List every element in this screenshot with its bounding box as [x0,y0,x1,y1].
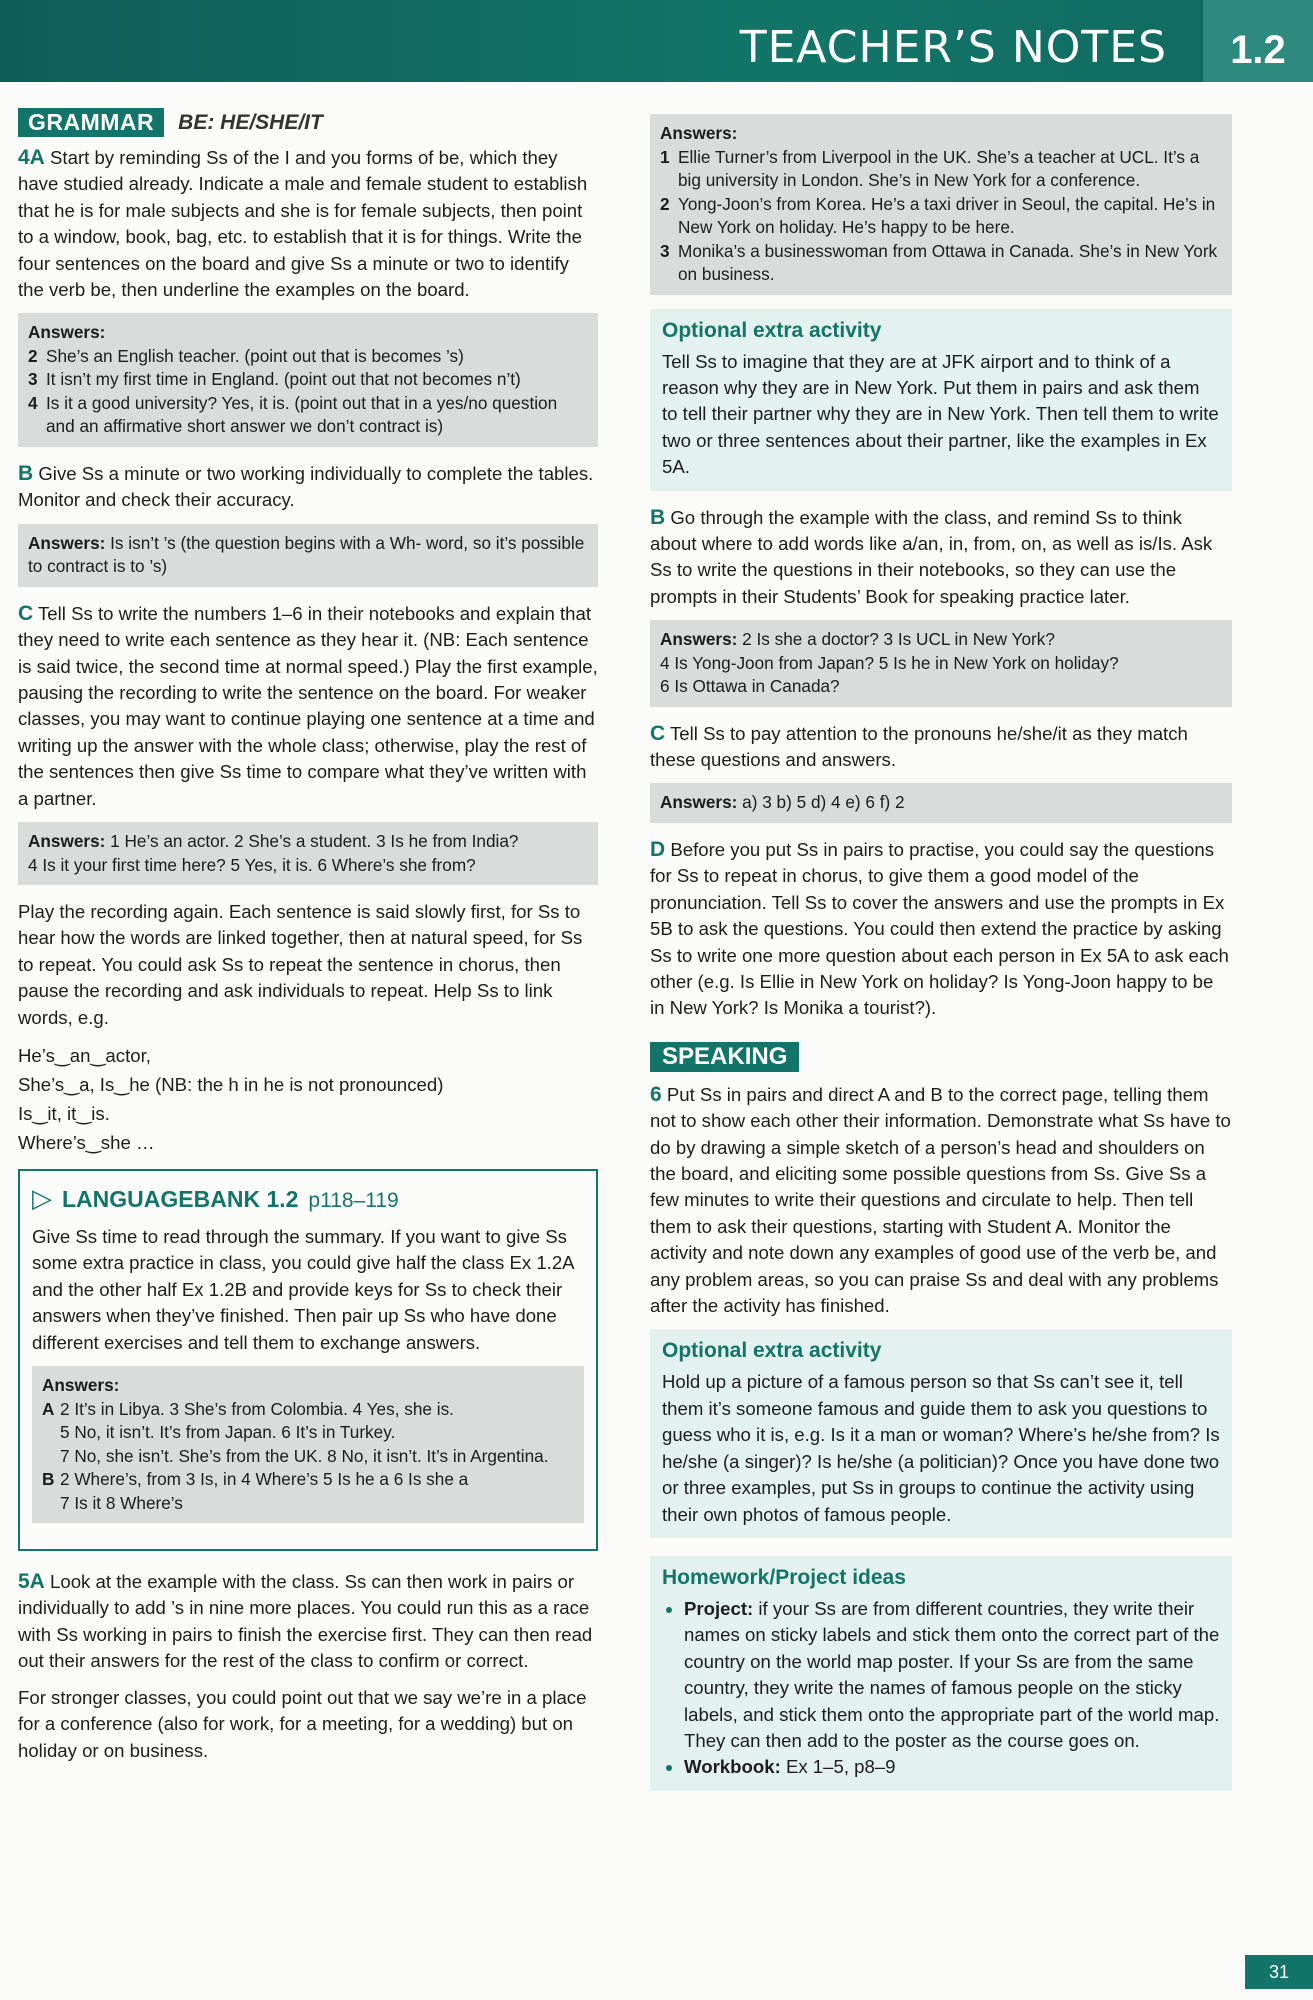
homework-item-text: if your Ss are from different countries, they write their names on sticky labels and stick them onto the correct part of the country on the world map poster. If your Ss are from the same country, they write the names of famous people on the sticky labels, and stick them onto the appropriate part of the world map. They can then add to the poster as the course goes on. [684,1597,1220,1751]
step-label: C [650,721,666,745]
answers-box-b [18,524,598,587]
optional-activity-text: Tell Ss to imagine that they are at JFK airport and to think of a reason why they are in New York. Put them in pairs and ask them to tell their partner why they are in New York. Then tell them to write two or three sentences about their partner, like the examples in Ex 5A. [662,350,1219,478]
answer-text: 7 No, she isn’t. She’s from the UK. 8 No, it isn’t. It’s in Argentina. [60,1445,549,1466]
step-label: D [650,837,666,861]
paragraph-5c [650,721,1232,774]
optional-activity-heading: Optional extra activity [662,1339,882,1363]
answers-box-5b [650,620,1232,707]
homework-item-label: Workbook: [684,1756,781,1778]
paragraph-5a [18,1569,598,1675]
paragraph-text: Tell Ss to pay attention to the pronouns he/she/it as they match these questions and answers. [650,722,1188,771]
answers-box-5c [650,783,1232,823]
answer-text: It isn’t my first time in England. (point out that not becomes n’t) [46,369,521,390]
languagebank-pages: p118–119 [308,1189,399,1213]
step-label: B [18,461,34,485]
paragraph-5b [650,505,1232,611]
paragraph-text: Start by reminding Ss of the I and you forms of be, which they have studied already. Indicate a male and female student to establish that he is for male subjects and she is for female subjects, then point to a window, book, bag, etc. to establish that it is for things. Write the four sentences on the board and give Ss a minute or two to identify the verb be, then underline the examples on the board. [18,147,588,301]
languagebank-heading [32,1183,584,1214]
optional-activity-heading: Optional extra activity [662,318,882,342]
answers-box-5a [650,114,1232,295]
answer-text: 5 No, it isn’t. It’s from Japan. 6 It’s in Turkey. [60,1422,396,1443]
answer-text: 2 Where’s, from 3 Is, in 4 Where’s 5 Is he a 6 Is she a [60,1469,469,1490]
homework-item-text: Ex 1–5, p8–9 [785,1756,896,1778]
answer-text: 4 Is it your first time here? 5 Yes, it is. 6 Where’s she from? [28,854,476,875]
homework-item-label: Project: [684,1597,754,1619]
answer-text: 2 It’s in Libya. 3 She’s from Colombia. 4 Yes, she is. [60,1398,454,1419]
answer-text: a) 3 b) 5 d) 4 e) 6 f) 2 [742,792,905,813]
answer-item [28,345,588,369]
answer-group-a [42,1398,574,1469]
answer-text: 1 He’s an actor. 2 She’s a student. 3 Is he from India? [110,831,519,851]
unit-number: 1.2 [1203,0,1313,82]
answer-text: She’s an English teacher. (point out that is becomes ’s) [46,345,464,366]
paragraph-5d [650,837,1232,1022]
linking-example: She’s‿a, Is‿he (NB: the h in he is not pronounced) [18,1074,444,1096]
page-title: TEACHER’S NOTES [739,22,1167,73]
answer-item [660,146,1222,193]
play-triangle-icon: ▷ [32,1183,52,1214]
optional-activity-1 [650,309,1232,491]
answer-item [28,392,588,439]
answer-number: 4 [28,392,38,413]
paragraph-text: Tell Ss to write the numbers 1–6 in their notebooks and explain that they need to write each sentence as they hear it. (NB: Each sentence is said twice, the second time at normal speed.) Play the first example, pausing the recording to write the sentence on the board. For weaker classes, you may want to continue playing one sentence at a time and writing up the answer with the whole class; otherwise, play the rest of the sentences then give Ss time to compare what they’ve written with a partner. [18,602,598,809]
homework-heading: Homework/Project ideas [662,1565,906,1589]
answer-text: 2 Is she a doctor? 3 Is UCL in New York? [742,629,1055,650]
homework-box [650,1556,1232,1791]
answer-text: Yong-Joon’s from Korea. He’s a taxi driver in Seoul, the capital. He’s in New York on holiday. He’s happy to be here. [678,193,1216,237]
answer-text: Ellie Turner’s from Liverpool in the UK. She’s a teacher at UCL. It’s a big university in London. She’s in New York for a conference. [678,146,1200,190]
paragraph-b [18,461,598,514]
answers-heading: Answers: [28,831,106,851]
page-number: 31 [1245,1955,1313,1989]
step-label: 5A [18,1570,45,1594]
answer-number: 2 [660,193,670,214]
left-column [18,108,598,1774]
languagebank-answers [32,1366,584,1523]
answer-text: Is isn’t ’s (the question begins with a Wh- word, so it’s possible to contract is to ’s) [28,532,585,577]
linking-example: He’s‿an‿actor, [18,1045,151,1067]
step-label: B [650,505,666,529]
answer-text: 4 Is Yong-Joon from Japan? 5 Is he in New York on holiday? [660,652,1119,673]
homework-list [662,1596,1220,1781]
paragraph-text: Give Ss a minute or two working individually to complete the tables. Monitor and check their accuracy. [18,462,594,511]
answer-item [660,240,1222,287]
answers-heading: Answers: [42,1375,120,1396]
answer-text: 7 Is it 8 Where’s [60,1492,183,1513]
paragraph-text: Before you put Ss in pairs to practise, you could say the questions for Ss to repeat in chorus, to give them a good model of the pronunciation. Tell Ss to cover the answers and use the prompts in Ex 5B to ask the questions. You could then extend the practice by asking Ss to write one more question about each person in Ex 5A to ask each other (e.g. Is Ellie in New York on holiday? Is Yong-Joon happy to be in New York? Is Monika a tourist?). [650,838,1229,1019]
paragraph-5a-stronger: For stronger classes, you could point out that we say we’re in a place for a conference (also for work, for a meeting, for a wedding) but on holiday or on business. [18,1686,587,1761]
answer-text: 6 Is Ottawa in Canada? [660,676,840,697]
answers-heading: Answers: [660,792,738,813]
paragraph-c2: Play the recording again. Each sentence is said slowly first, for Ss to hear how the words are linked together, then at natural speed, for Ss to repeat. You could ask Ss to repeat the sentence in chorus, then pause the recording and ask individuals to repeat. Help Ss to link words, e.g. [18,901,583,1028]
answer-item [660,193,1222,240]
step-label: C [18,601,34,625]
paragraph-4a [18,145,598,303]
answer-group-label: A [42,1398,55,1419]
answer-text: Monika’s a businesswoman from Ottawa in Canada. She’s in New York on business. [678,240,1218,284]
languagebank-title: LANGUAGEBANK 1.2 [62,1186,299,1213]
right-column [650,108,1232,1791]
optional-activity-text: Hold up a picture of a famous person so that Ss can’t see it, tell them it’s someone famous and guide them to ask you questions to guess who it is, e.g. Is it a man or woman? Where’s he/she from? Is he/she (a singer)? Is he/she (a politician)? Once you have done two or three examples, put Ss in groups to continue the activity using their own photos of famous people. [662,1371,1220,1525]
header-bar [0,0,1313,82]
answers-box-4a [18,313,598,447]
linking-example: Where’s‿she … [18,1132,155,1154]
answer-number: 1 [660,146,670,167]
answer-number: 3 [28,369,38,390]
answer-item [28,368,588,392]
linking-example: Is‿it, it‿is. [18,1103,110,1125]
answers-heading: Answers: [28,532,106,553]
paragraph-text: Look at the example with the class. Ss can then work in pairs or individually to add ’s in nine more places. You could run this as a race with Ss working in pairs to finish the exercise first. They can then read out their answers for the rest of the class to confirm or correct. [18,1571,593,1672]
answers-box-c [18,822,598,885]
answers-heading: Answers: [660,629,738,650]
step-label: 4A [18,146,45,169]
homework-item-workbook [684,1754,1220,1780]
paragraph-c [18,601,598,812]
step-label: 6 [650,1082,662,1106]
paragraph-text: Put Ss in pairs and direct A and B to the correct page, telling them not to show each other their information. Demonstrate what Ss have to do by drawing a simple sketch of a person’s head and shoulders on the board, and eliciting some possible questions from Ss. Give Ss a few minutes to write their questions and circulate to help. Then tell them to ask their questions, starting with Student A. Monitor the activity and note down any examples of good use of the verb be, and any problem areas, so you can praise Ss and deal with any problems after the activity has finished. [650,1083,1231,1317]
answer-number: 3 [660,240,670,261]
answer-number: 2 [28,345,38,366]
grammar-title: BE: HE/SHE/IT [178,110,323,134]
answers-heading: Answers: [28,322,106,343]
answer-group-b [42,1468,574,1515]
grammar-tag: GRAMMAR [18,108,164,137]
answers-heading: Answers: [660,123,738,143]
paragraph-6 [650,1082,1232,1320]
homework-item-project [684,1596,1220,1754]
languagebank-text: Give Ss time to read through the summary. If you want to give Ss some extra practice in class, you could give half the class Ex 1.2A and the other half Ex 1.2B and provide keys for Ss to check their answers when they’ve finished. Then pair up Ss who have done different exercises and tell them to exchange answers. [32,1226,574,1353]
answer-text: Is it a good university? Yes, it is. (point out that in a yes/no question and an affirmative short answer we don’t contract is) [46,392,558,437]
speaking-tag: SPEAKING [650,1042,799,1072]
paragraph-text: Go through the example with the class, and remind Ss to think about where to add words like a/an, in, from, on, as well as is/Is. Ask Ss to write the questions in their notebooks, so they can use the prompts in their Students’ Book for speaking practice later. [650,506,1213,607]
grammar-heading [18,108,598,137]
optional-activity-2 [650,1329,1232,1537]
languagebank-box [18,1169,598,1551]
answer-group-label: B [42,1469,55,1490]
